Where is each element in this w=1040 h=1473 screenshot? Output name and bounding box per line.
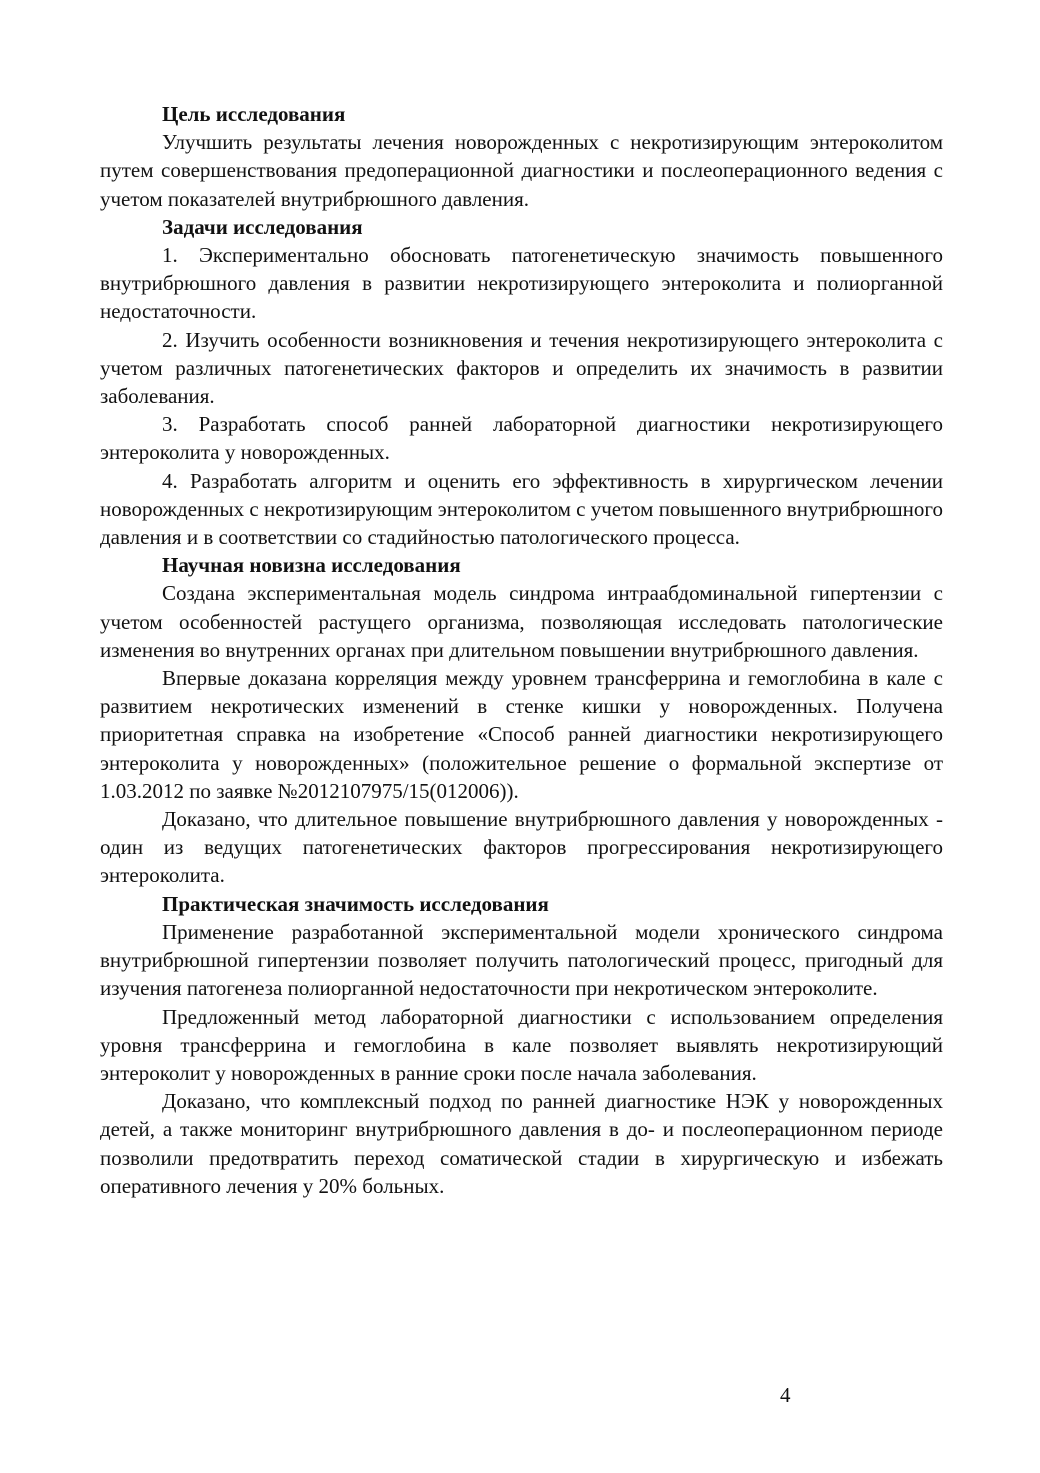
paragraph: 3. Разработать способ ранней лабораторной диагностики некротизирующего энтероколита у новорожденных. xyxy=(100,412,943,465)
paragraph: 4. Разработать алгоритм и оценить его эффективность в хирургическом лечении новорожденных с некротизирующим энтероколитом с учетом повышенного внутрибрюшного давления и в соответствии со стадийностью патологического процесса. xyxy=(100,468,943,550)
paragraph: Предложенный метод лабораторной диагностики с использованием определения уровня трансферрина и гемоглобина в кале позволяет выявлять некротизирующий энтероколит у новорожденных в ранние сроки после начала заболевания. xyxy=(100,1004,943,1085)
paragraph: 2. Изучить особенности возникновения и течения некротизирующего энтероколита с учетом различных патогенетических факторов и определить их значимость в развитии заболевания. xyxy=(100,327,943,409)
paragraph: Впервые доказана корреляция между уровнем трансферрина и гемоглобина в кале с развитием некротических изменений в стенке кишки у новорожденных. Получена приоритетная справка на изобретение «Способ ранней диагностики некротизирующего энтероколита у новорожденных» (положительное решение о формальной экспертизе от 1.03.2012 по заявке №2012107975/15(012006)). xyxy=(100,666,943,803)
section-heading-novelty: Научная новизна исследования xyxy=(162,553,461,578)
paragraph: Улучшить результаты лечения новорожденных с некротизирующим энтероколитом путем совершенствования предоперационной диагностики и послеоперационного ведения с учетом показателей внутрибрюшного давления. xyxy=(100,130,943,211)
paragraph: Доказано, что длительное повышение внутрибрюшного давления у новорожденных - один из ведущих патогенетических факторов прогрессирования некротизирующего энтероколита. xyxy=(100,807,943,888)
paragraph: Применение разработанной экспериментальной модели хронического синдрома внутрибрюшной гипертензии позволяет получить патологический процесс, пригодный для изучения патогенеза полиорганной недостаточности при некротическом энтероколите. xyxy=(100,919,943,1001)
section-heading-goal: Цель исследования xyxy=(162,102,346,126)
section-heading-tasks: Задачи исследования xyxy=(162,214,363,239)
document-page xyxy=(100,100,943,1200)
paragraph: Доказано, что комплексный подход по ранней диагностике НЭК у новорожденных детей, а также мониторинг внутрибрюшного давления в до- и послеоперационном периоде позволили предотвратить переход соматической стадии в хирургическую и избежать оперативного лечения у 20% больных. xyxy=(100,1089,943,1198)
section-heading-practical: Практическая значимость исследования xyxy=(162,891,549,916)
page-number: 4 xyxy=(780,1383,791,1407)
paragraph: 1. Экспериментально обосновать патогенетическую значимость повышенного внутрибрюшного давления в развитии некротизирующего энтероколита и полиорганной недостаточности. xyxy=(100,243,943,324)
paragraph: Создана экспериментальная модель синдрома интраабдоминальной гипертензии с учетом особенностей растущего организма, позволяющая исследовать патологические изменения во внутренних органах при длительном повышении внутрибрюшного давления. xyxy=(100,581,943,662)
